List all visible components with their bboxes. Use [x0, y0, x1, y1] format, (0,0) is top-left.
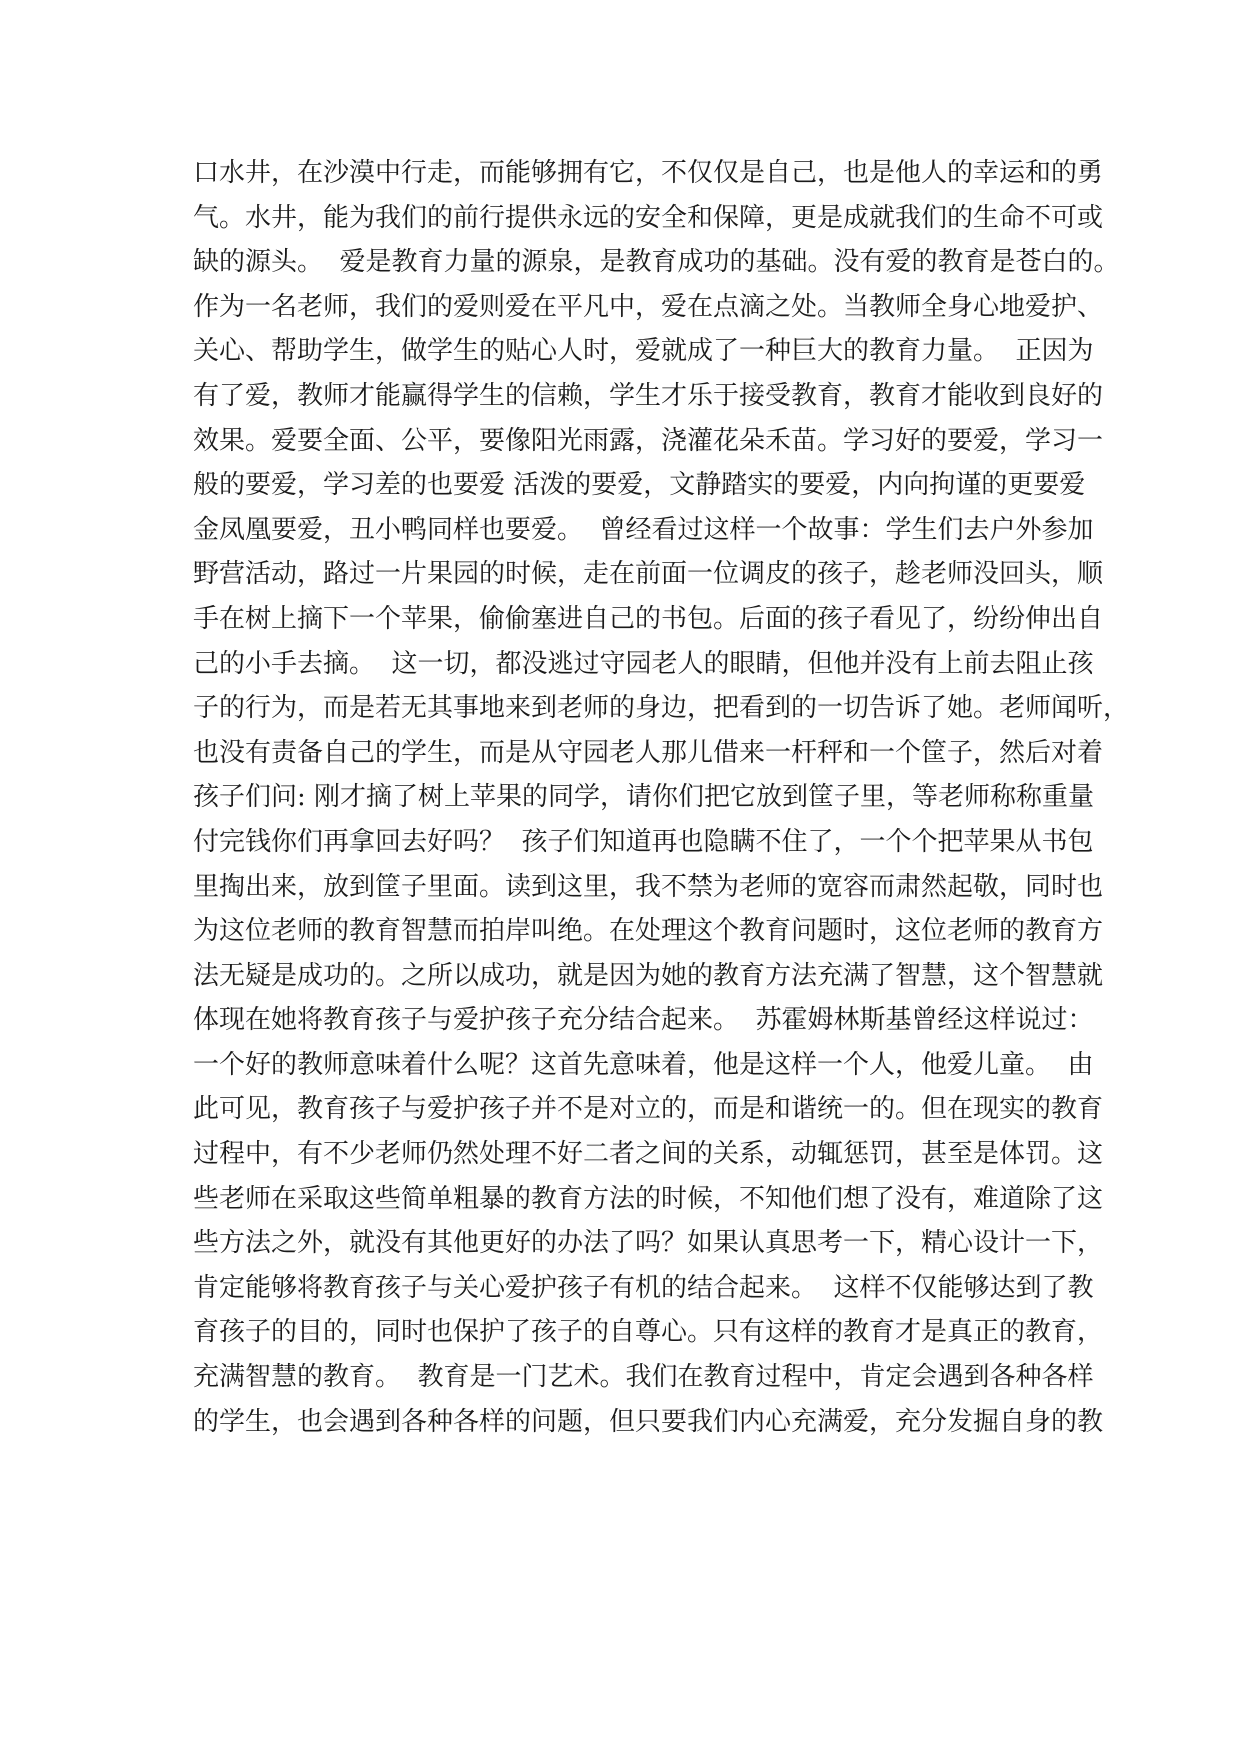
text-line: 付完钱你们再拿回去好吗？ 孩子们知道再也隐瞒不住了，一个个把苹果从书包 — [193, 826, 1094, 857]
text-line: 的学生，也会遇到各种各样的问题，但只要我们内心充满爱，充分发掘自身的教 — [193, 1406, 1104, 1437]
text-line: 充满智慧的教育。 教育是一门艺术。我们在教育过程中，肯定会遇到各种各样 — [193, 1362, 1094, 1393]
text-line: 己的小手去摘。 这一切，都没逃过守园老人的眼睛，但他并没有上前去阻止孩 — [193, 648, 1094, 679]
text-line: 口水井，在沙漠中行走，而能够拥有它，不仅仅是自己，也是他人的幸运和的勇 — [193, 158, 1104, 188]
text-line: 手在树上摘下一个苹果，偷偷塞进自己的书包。后面的孩子看见了，纷纷伸出自 — [193, 603, 1104, 634]
text-line: 为这位老师的教育智慧而拍岸叫绝。在处理这个教育问题时，这位老师的教育方 — [193, 916, 1104, 947]
text-line: 作为一名老师，我们的爱则爱在平凡中，爱在点滴之处。当教师全身心地爱护、 — [193, 291, 1104, 322]
text-line: 也没有责备自己的学生，而是从守园老人那儿借来一杆秤和一个筐子，然后对着 — [193, 737, 1104, 768]
text-line: 缺的源头。 爱是教育力量的源泉，是教育成功的基础。没有爱的教育是苍白的。 — [193, 247, 1120, 278]
body-text — [193, 151, 1130, 1444]
text-line: 肯定能够将教育孩子与关心爱护孩子有机的结合起来。 这样不仅能够达到了教 — [193, 1272, 1094, 1303]
text-line: 法无疑是成功的。之所以成功，就是因为她的教育方法充满了智慧，这个智慧就 — [193, 960, 1104, 991]
text-line: 孩子们问: 刚才摘了树上苹果的同学，请你们把它放到筐子里，等老师称称重量 — [193, 782, 1095, 813]
text-line: 气。水井，能为我们的前行提供永远的安全和保障，更是成就我们的生命不可或 — [193, 202, 1104, 233]
text-line: 一个好的教师意味着什么呢？这首先意味着，他是这样一个人，他爱儿童。 由 — [193, 1049, 1094, 1080]
text-line: 金凤凰要爱，丑小鸭同样也要爱。 曾经看过这样一个故事：学生们去户外参加 — [193, 514, 1094, 545]
text-line: 般的要爱，学习差的也要爱 活泼的要爱，文静踏实的要爱，内向拘谨的更要爱 — [193, 470, 1086, 501]
text-line: 里掏出来，放到筐子里面。读到这里，我不禁为老师的宽容而肃然起敬，同时也 — [193, 871, 1104, 902]
text-line: 此可见，教育孩子与爱护孩子并不是对立的，而是和谐统一的。但在现实的教育 — [193, 1094, 1104, 1125]
text-line: 体现在她将教育孩子与爱护孩子充分结合起来。 苏霍姆林斯基曾经这样说过： — [193, 1005, 1094, 1036]
text-line: 关心、帮助学生，做学生的贴心人时，爱就成了一种巨大的教育力量。 正因为 — [193, 336, 1094, 367]
text-line: 些方法之外，就没有其他更好的办法了吗？如果认真思考一下，精心设计一下， — [193, 1228, 1104, 1259]
text-line: 有了爱，教师才能赢得学生的信赖，学生才乐于接受教育，教育才能收到良好的 — [193, 380, 1104, 411]
text-line: 子的行为，而是若无其事地来到老师的身边，把看到的一切告诉了她。老师闻听， — [193, 693, 1130, 724]
text-line: 野营活动，路过一片果园的时候，走在前面一位调皮的孩子，趁老师没回头，顺 — [193, 559, 1104, 590]
text-line: 效果。爱要全面、公平，要像阳光雨露，浇灌花朵禾苗。学习好的要爱，学习一 — [193, 425, 1104, 456]
text-line: 些老师在采取这些简单粗暴的教育方法的时候，不知他们想了没有，难道除了这 — [193, 1183, 1104, 1214]
text-line: 过程中，有不少老师仍然处理不好二者之间的关系，动辄惩罚，甚至是体罚。这 — [193, 1139, 1104, 1170]
text-line: 育孩子的目的，同时也保护了孩子的自尊心。只有这样的教育才是真正的教育， — [193, 1317, 1104, 1348]
